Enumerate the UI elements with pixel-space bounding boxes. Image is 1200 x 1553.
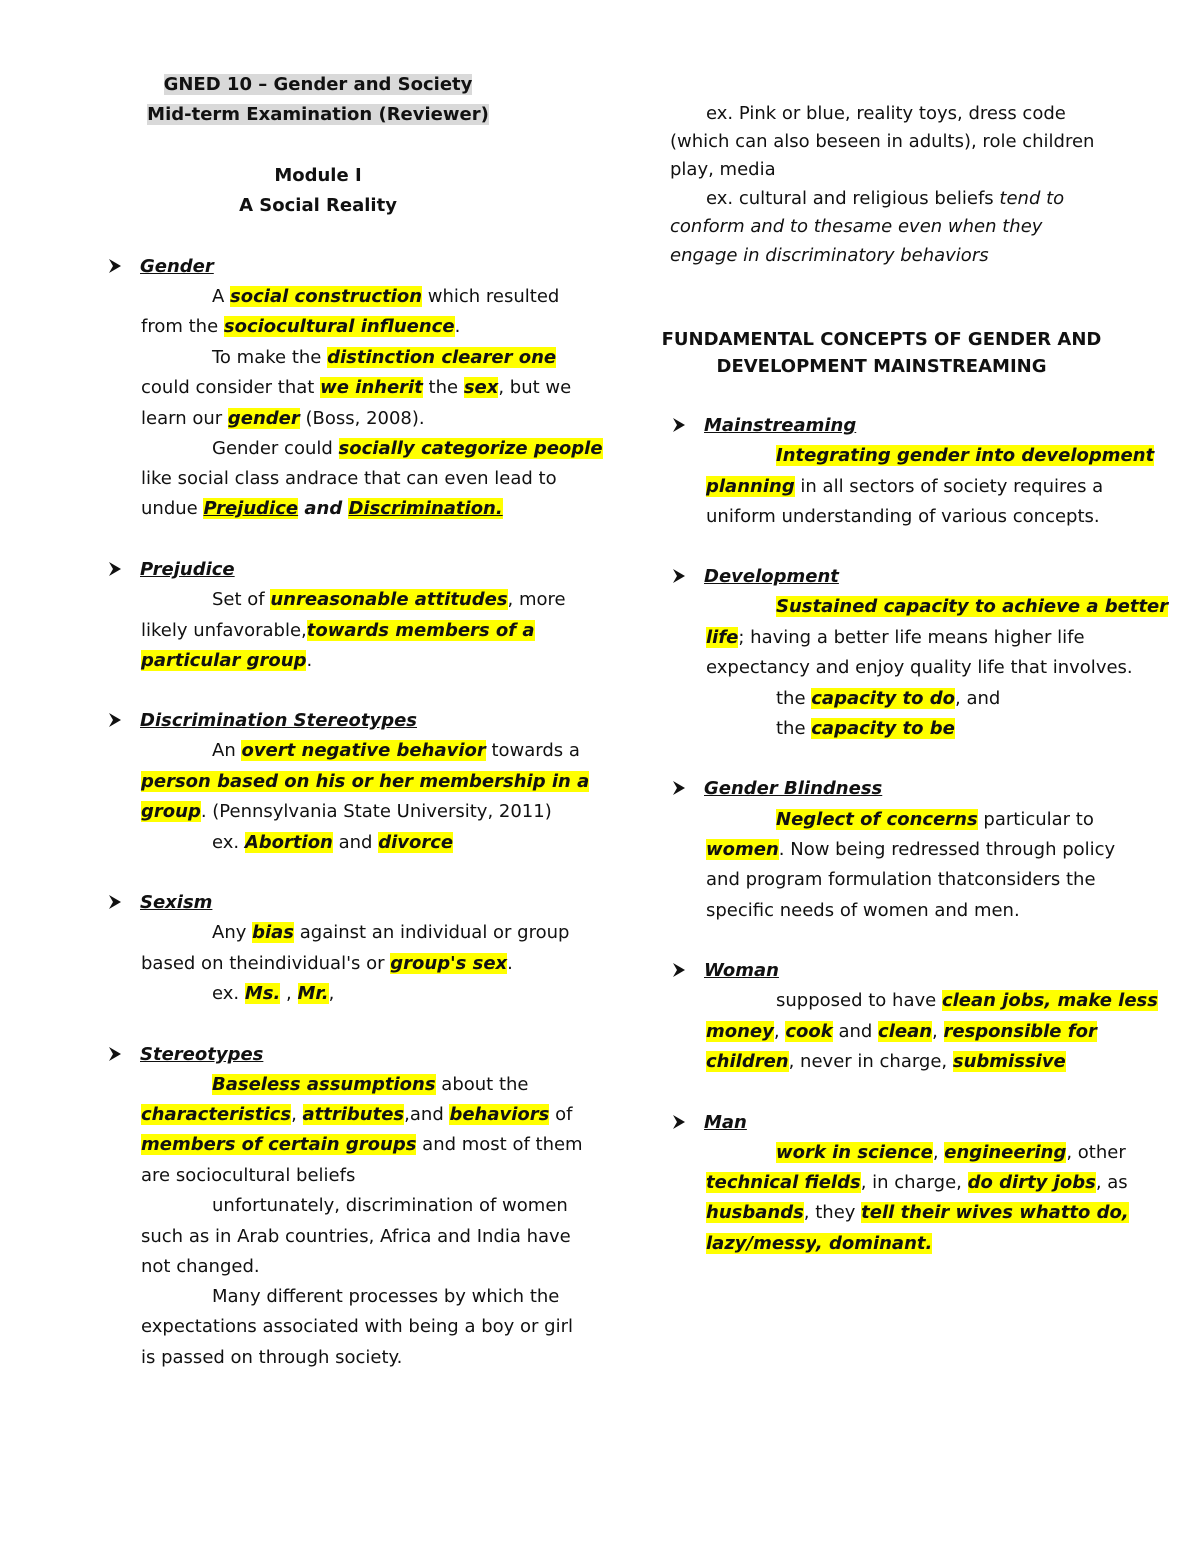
mainstreaming-line-1: Integrating gender into development [776,445,1155,466]
development-line-3: expectancy and enjoy quality life that involves. [706,657,1133,678]
blindness-line-1: Neglect of concerns particular to [776,809,1094,830]
development-line-4: the capacity to do, and [776,688,1001,709]
prejudice-line-2: likely unfavorable,towards members of a [141,620,535,641]
gender-line-1: A social construction which resulted [212,286,560,307]
discrimination-line-4: ex. Abortion and divorce [212,832,454,853]
arrow-bullet-icon [108,709,140,733]
discrimination-line-1: An overt negative behavior towards a [212,740,580,761]
sexism-line-3: ex. Ms. , Mr., [212,983,335,1004]
discrimination-line-3: group. (Pennsylvania State University, 2011) [141,801,552,822]
woman-line-3: children, never in charge, submissive [706,1051,1066,1072]
blindness-line-3: and program formulation thatconsiders the [706,869,1096,890]
module-title: A Social Reality [239,195,397,216]
cont-line-1: ex. Pink or blue, reality toys, dress code [706,103,1066,124]
mainstreaming-line-2: planning in all sectors of society requires a [706,476,1104,497]
gender-line-3: To make the distinction clearer one [212,347,557,368]
stereotypes-line-3: members of certain groups and most of them [141,1134,583,1155]
arrow-bullet-icon [108,1043,140,1067]
fundamentals-title-2: DEVELOPMENT MAINSTREAMING [716,356,1047,377]
arrow-bullet-icon [672,565,704,589]
discrimination-line-2: person based on his or her membership in a [141,771,590,792]
gender-line-4: could consider that we inherit the sex, but we [141,377,572,398]
mainstreaming-heading: Mainstreaming [672,414,856,438]
course-title: GNED 10 – Gender and Society [163,74,473,95]
woman-line-2: money, cook and clean, responsible for [706,1021,1097,1042]
fundamentals-title-1: FUNDAMENTAL CONCEPTS OF GENDER AND [661,329,1102,350]
woman-line-1: supposed to have clean jobs, make less [776,990,1158,1011]
stereotypes-line-2: characteristics, attributes,and behaviors of [141,1104,573,1125]
stereotypes-line-7: not changed. [141,1256,260,1277]
cont-line-3: play, media [670,159,776,180]
cont-line-5: conform and to thesame even when they [670,216,1043,237]
development-line-2: life; having a better life means higher life [706,627,1085,648]
prejudice-heading: Prejudice [108,558,235,582]
stereotypes-line-6: such as in Arab countries, Africa and India have [141,1226,571,1247]
arrow-bullet-icon [108,255,140,279]
blindness-line-2: women. Now being redressed through policy [706,839,1116,860]
arrow-bullet-icon [672,414,704,438]
arrow-bullet-icon [108,891,140,915]
arrow-bullet-icon [672,1111,704,1135]
arrow-bullet-icon [672,959,704,983]
stereotypes-line-8: Many different processes by which the [212,1286,560,1307]
discrimination-heading: Discrimination Stereotypes [108,709,417,733]
arrow-bullet-icon [672,777,704,801]
sexism-heading: Sexism [108,891,212,915]
prejudice-line-3: particular group. [141,650,313,671]
gender-line-2: from the sociocultural influence. [141,316,461,337]
stereotypes-line-9: expectations associated with being a boy or girl [141,1316,573,1337]
prejudice-line-1: Set of unreasonable attitudes, more [212,589,566,610]
cont-line-4: ex. cultural and religious beliefs tend to [706,188,1065,209]
stereotypes-line-10: is passed on through society. [141,1347,403,1368]
woman-heading: Woman [672,959,779,983]
sexism-line-2: based on theindividual's or group's sex. [141,953,513,974]
gender-heading: Gender [108,255,214,279]
stereotypes-line-4: are sociocultural beliefs [141,1165,356,1186]
gender-line-5: learn our gender (Boss, 2008). [141,408,425,429]
cont-line-2: (which can also beseen in adults), role children [670,131,1095,152]
man-line-2: technical fields, in charge, do dirty jobs, as [706,1172,1128,1193]
arrow-bullet-icon [108,558,140,582]
man-heading: Man [672,1111,747,1135]
gender-line-7: like social class andrace that can even lead to [141,468,557,489]
man-line-4: lazy/messy, dominant. [706,1233,933,1254]
exam-title: Mid-term Examination (Reviewer) [147,104,489,125]
development-line-5: the capacity to be [776,718,955,739]
blindness-line-4: specific needs of women and men. [706,900,1020,921]
mainstreaming-line-3: uniform understanding of various concepts. [706,506,1100,527]
module-number: Module I [274,165,362,186]
cont-line-6: engage in discriminatory behaviors [670,245,989,266]
stereotypes-line-5: unfortunately, discrimination of women [212,1195,568,1216]
stereotypes-heading: Stereotypes [108,1043,263,1067]
stereotypes-line-1: Baseless assumptions about the [212,1074,529,1095]
gender-blindness-heading: Gender Blindness [672,777,882,801]
gender-line-6: Gender could socially categorize people [212,438,603,459]
man-line-3: husbands, they tell their wives whatto do, [706,1202,1129,1223]
development-line-1: Sustained capacity to achieve a better [776,596,1169,617]
development-heading: Development [672,565,839,589]
gender-line-8: undue Prejudice and Discrimination. [141,498,503,519]
man-line-1: work in science, engineering, other [776,1142,1126,1163]
sexism-line-1: Any bias against an individual or group [212,922,570,943]
